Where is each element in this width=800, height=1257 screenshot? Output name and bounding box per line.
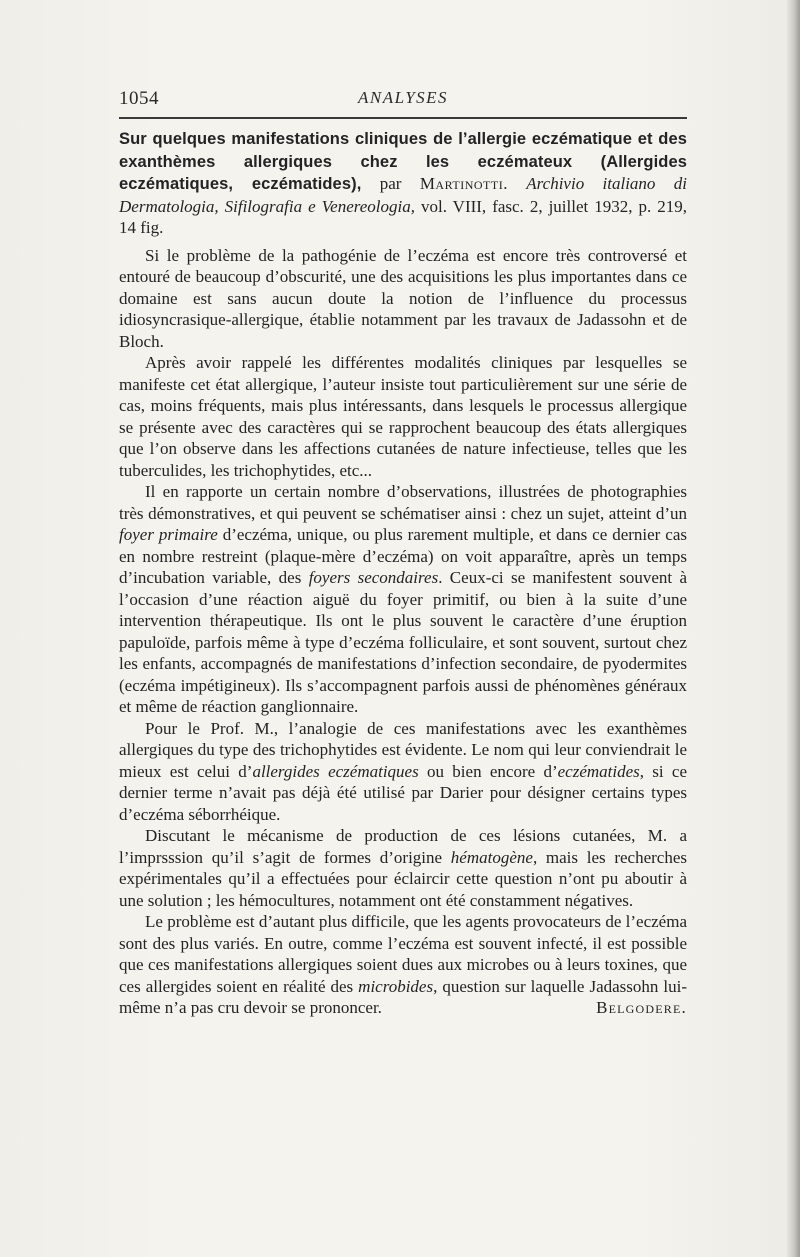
- paragraph-4-text-c: , si ce dernier terme n’avait pas déjà été utilisé par Darier pour désigner certains types d’eczéma séborrhéique.: [119, 761, 688, 824]
- running-header: [119, 88, 687, 112]
- paragraph-4: [119, 718, 687, 826]
- paragraph-1: Si le problème de la pathogénie de l’eczéma est encore très controversé et entouré de beaucoup d’obscurité, une des acquisitions les plus importantes dans ce domaine est sans aucun doute la notion de l’influence du processus idiosyncrasique-allergique, établie notamment par les travaux de Jadassohn et de Bloch.: [119, 245, 687, 351]
- term-allergides-eczematiques: allergides eczématiques: [252, 761, 419, 781]
- paragraph-6-text-b: , question sur laquelle Jadassohn lui-même n’a pas cru devoir se prononcer.: [119, 976, 687, 1017]
- paragraph-5-text-a: Discutant le mécanisme de production de ces lésions cutanées, M. a l’imprsssion qu’il s’agit de formes d’origine: [119, 826, 687, 867]
- paragraph-5: [119, 825, 687, 911]
- page-edge-shadow: [786, 0, 800, 1257]
- paragraph-3-text-c: . Ceux-ci se manifestent souvent à l’occasion d’une réaction aiguë du foyer primitif, ou bien à la suite d’une intervention thérapeutique. Ils ont le plus souvent le caractère d’une éruption papuloïde, parfois même à type d’eczéma folliculaire, et sont souvent, surtout chez les enfants, accompagnés de manifestations d’infection secondaire, de pyodermites (eczéma impétigineux). Ils s’accompagnent parfois aussi de phénomènes généraux et même de réaction ganglionnaire.: [119, 568, 687, 716]
- paragraph-3: [119, 481, 687, 718]
- term-foyers-secondaires: foyers secondaires: [308, 568, 439, 587]
- running-head-title: ANALYSES: [357, 88, 449, 107]
- reviewer-signature: Belgodere.: [596, 998, 687, 1017]
- paragraph-3-text-a: Il en rapporte un certain nombre d’observations, illustrées de photographies très démonstratives, et qui peuvent se schématiser ainsi : chez un sujet, atteint d’un: [119, 482, 687, 523]
- paragraph-4-text-a: Pour le Prof. M., l’analogie de ces manifestations avec les exanthèmes allergiques du type des trichophytides est évidente. Le nom qui leur conviendrait le mieux est celui d’: [119, 718, 687, 781]
- paragraph-6: [119, 911, 687, 1019]
- term-eczematides: eczématides: [557, 761, 640, 781]
- term-microbides: microbides: [358, 976, 434, 996]
- header-rule: [119, 117, 687, 119]
- term-foyer-primaire: foyer primaire: [119, 525, 218, 544]
- article-author: Martinotti.: [419, 174, 508, 193]
- journal-name: Archivio italiano di Dermatologia, Sifilografia e Venereologia,: [119, 174, 688, 216]
- term-hematogene: hématogène: [450, 847, 533, 867]
- article-heading: [119, 128, 687, 239]
- paragraph-6-text-a: Le problème est d’autant plus difficile, que les agents provocateurs de l’eczéma sont des plus variés. En outre, comme l’eczéma est souvent infecté, il est possible que ces manifestations allergiques soient dues aux microbes ou à leurs toxines, que ces allergides soient en réalité des: [119, 912, 687, 996]
- paragraph-2: Après avoir rappelé les différentes modalités cliniques par lesquelles se manifeste cet état allergique, l’auteur insiste tout particulièrement sur une série de cas, moins fréquents, mais plus intéressants, dans lesquels le processus allergique se présente avec des caractères qui se rapprochent beaucoup des états allergiques que l’on observe dans les affections cutanées de nature infectieuse, telles que les tuberculides, les trichophytides, etc...: [119, 353, 687, 480]
- page-number: 1054: [119, 88, 159, 109]
- paragraph-3-text-b: d’eczéma, unique, ou plus rarement multiple, et dans ce dernier cas en nombre restreint (plaque-mère d’eczéma) on voit apparaître, après un temps d’incubation variable, des: [119, 525, 687, 587]
- article-title: Sur quelques manifestations cliniques de l’allergie eczématique et des exanthèmes allergiques chez les eczémateux (Allergides eczématiques, eczématides),: [119, 130, 687, 193]
- article-body: [119, 128, 687, 1019]
- paragraph-5-text-b: , mais les recherches expérimentales qu’il a effectuées pour éclaircir cette question n’ont pu aboutir à une solution ; les hémocultures, notamment ont été constamment négatives.: [119, 847, 687, 910]
- paragraph-4-text-b: ou bien encore d’: [418, 761, 558, 781]
- author-prefix: par: [379, 174, 402, 193]
- journal-citation: vol. VIII, fasc. 2, juillet 1932, p. 219, 14 fig.: [119, 196, 688, 237]
